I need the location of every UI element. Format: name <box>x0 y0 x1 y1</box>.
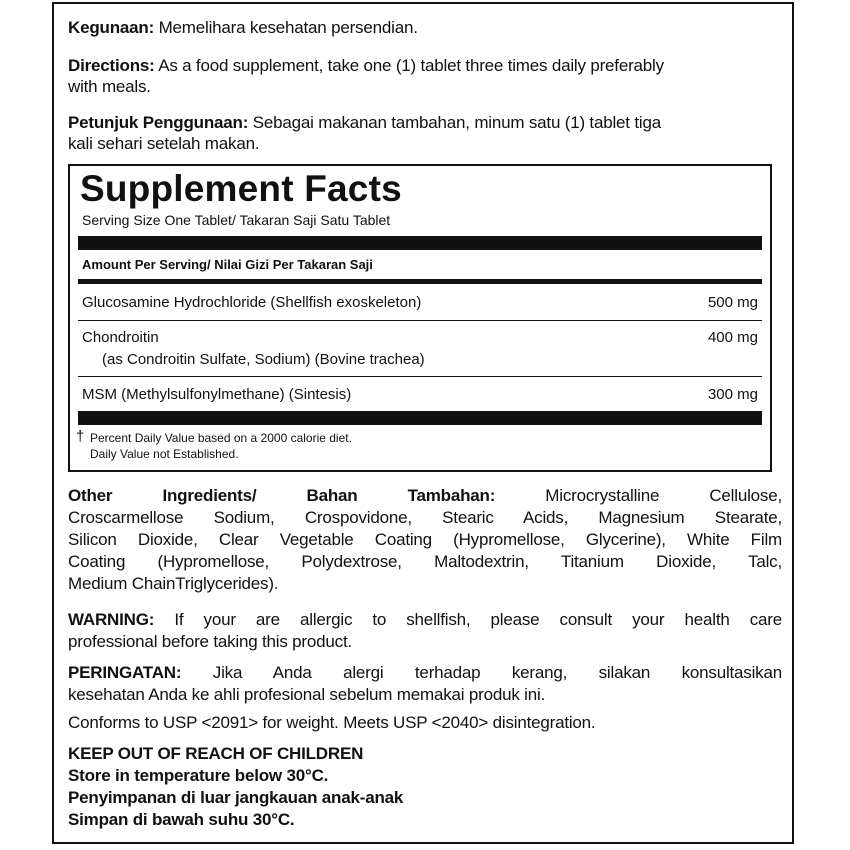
ingredient-amount-glucosamine: 500 mg <box>707 294 758 311</box>
keep-out-of-reach: KEEP OUT OF REACH OF CHILDREN <box>68 744 364 763</box>
other-ingredients-label: Other Ingredients/ Bahan Tambahan: <box>68 486 496 505</box>
kegunaan-line <box>68 17 418 38</box>
other-ingredients-text-1: Microcrystalline Cellulose, <box>545 486 782 505</box>
other-ingredients-line-2: Croscarmellose Sodium, Crospovidone, Stearic Acids, Magnesium Stearate, <box>68 508 782 527</box>
petunjuk-label: Petunjuk Penggunaan: <box>68 113 249 132</box>
other-ingredients-line-1 <box>68 485 782 506</box>
medium-rule <box>78 279 762 284</box>
thick-rule-bottom <box>78 411 762 425</box>
other-ingredients-line-5: Medium ChainTriglycerides). <box>68 574 279 593</box>
warning-line-1 <box>68 609 782 630</box>
ingredient-name-msm: MSM (Methylsulfonylmethane) (Sintesis) <box>82 386 352 403</box>
row-divider <box>78 376 762 377</box>
facts-title: Supplement Facts <box>80 168 402 209</box>
penyimpanan: Penyimpanan di luar jangkauan anak-anak <box>68 788 404 807</box>
ingredient-name-chondroitin: Chondroitin <box>82 329 159 346</box>
ingredient-amount-chondroitin: 400 mg <box>707 329 758 346</box>
directions-line-2: with meals. <box>68 77 151 96</box>
footnote-percent-dv: Percent Daily Value based on a 2000 calorie diet. <box>90 431 352 445</box>
other-ingredients-line-3: Silicon Dioxide, Clear Vegetable Coating (Hypromellose, Glycerine), White Film <box>68 530 782 549</box>
peringatan-label: PERINGATAN: <box>68 663 182 682</box>
directions-line-1 <box>68 55 664 76</box>
peringatan-line-2: kesehatan Anda ke ahli profesional sebelum memakai produk ini. <box>68 685 546 704</box>
warning-label: WARNING: <box>68 610 155 629</box>
store-temperature: Store in temperature below 30°C. <box>68 766 329 785</box>
peringatan-line-1 <box>68 662 782 683</box>
dagger-symbol: † <box>76 428 85 445</box>
warning-text-1: If your are allergic to shellfish, please consult your health care <box>174 610 782 629</box>
ingredient-name-glucosamine: Glucosamine Hydrochloride (Shellfish exoskeleton) <box>82 294 422 311</box>
supplement-facts-box <box>68 164 772 472</box>
amount-per-serving: Amount Per Serving/ Nilai Gizi Per Takaran Saji <box>82 257 373 272</box>
petunjuk-line-1 <box>68 112 661 133</box>
footnote-dv-not-established: Daily Value not Established. <box>90 447 239 461</box>
directions-text-1: As a food supplement, take one (1) tablet three times daily preferably <box>158 56 664 75</box>
kegunaan-label: Kegunaan: <box>68 18 155 37</box>
row-divider <box>78 320 762 321</box>
directions-label: Directions: <box>68 56 155 75</box>
supplement-label <box>52 2 794 844</box>
ingredient-amount-msm: 300 mg <box>707 386 758 403</box>
thick-rule-top <box>78 236 762 250</box>
ingredient-sub-chondroitin: (as Condroitin Sulfate, Sodium) (Bovine trachea) <box>102 351 425 368</box>
petunjuk-line-2: kali sehari setelah makan. <box>68 134 260 153</box>
warning-line-2: professional before taking this product. <box>68 632 353 651</box>
kegunaan-text: Memelihara kesehatan persendian. <box>158 18 418 37</box>
serving-size: Serving Size One Tablet/ Takaran Saji Satu Tablet <box>82 212 391 228</box>
peringatan-text-1: Jika Anda alergi terhadap kerang, silakan konsultasikan <box>212 663 782 682</box>
petunjuk-text-1: Sebagai makanan tambahan, minum satu (1) tablet tiga <box>252 113 661 132</box>
other-ingredients-line-4: Coating (Hypromellose, Polydextrose, Maltodextrin, Titanium Dioxide, Talc, <box>68 552 782 571</box>
conforms-usp: Conforms to USP <2091> for weight. Meets USP <2040> disintegration. <box>68 713 596 732</box>
simpan-suhu: Simpan di bawah suhu 30°C. <box>68 810 295 829</box>
